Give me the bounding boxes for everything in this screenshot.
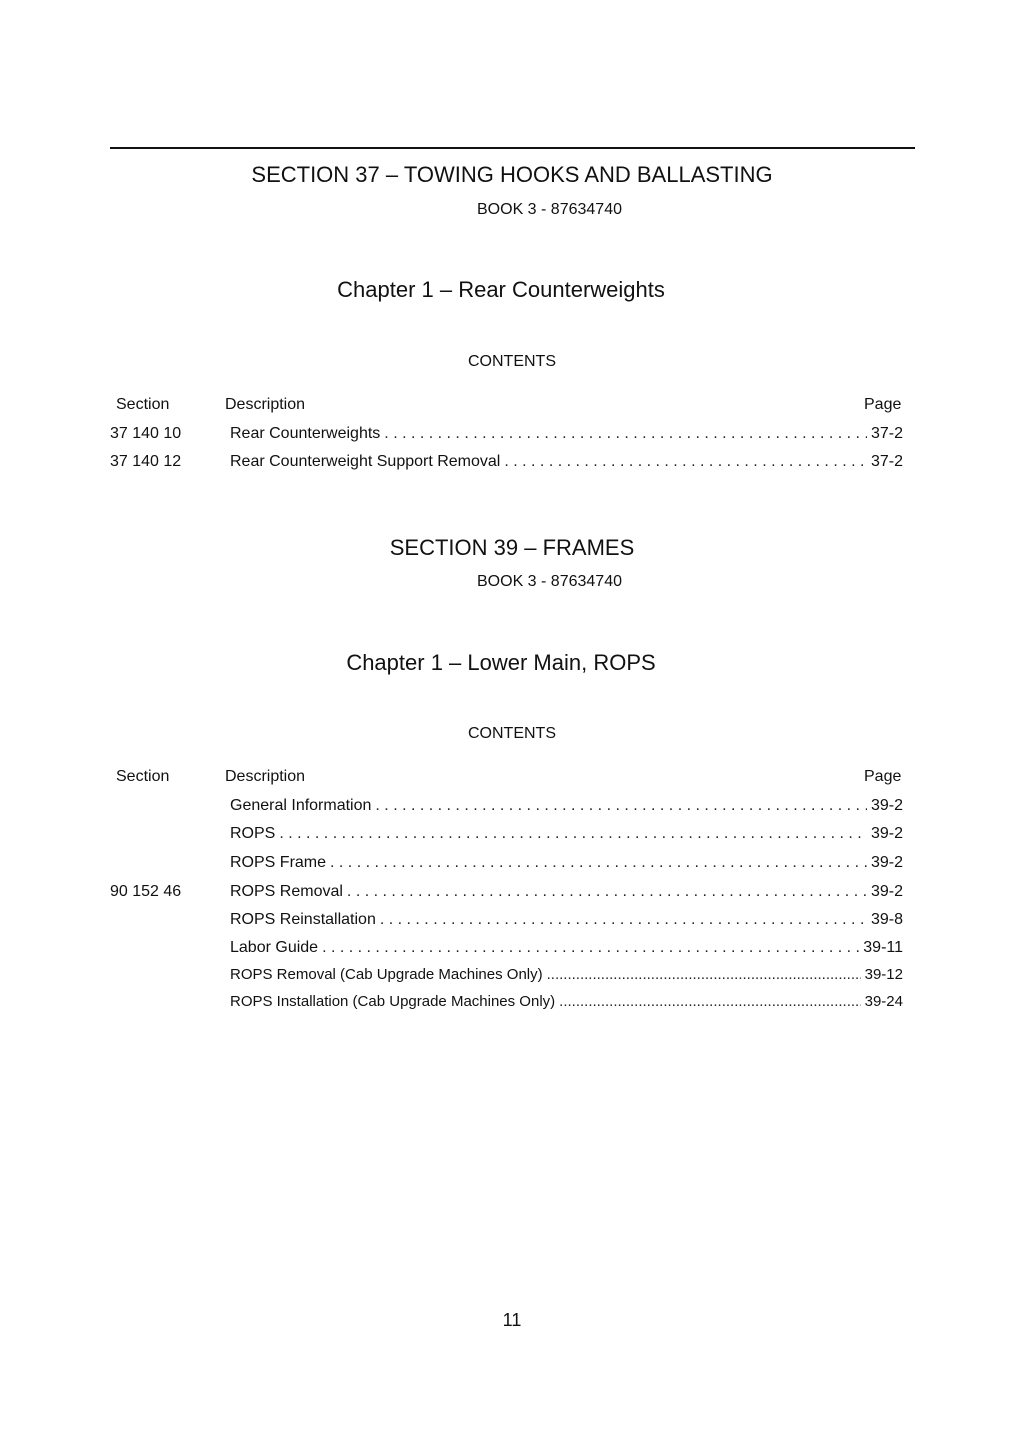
toc-row-description: ROPS Frame <box>230 854 327 871</box>
dot-leader <box>547 966 861 983</box>
toc-row <box>0 993 1024 1015</box>
toc-row-page: 37-2 <box>870 425 903 442</box>
toc-row-code: 37 140 12 <box>110 453 182 470</box>
section-37-header-section: Section <box>116 396 170 413</box>
section-37-header-description: Description <box>225 396 306 413</box>
dot-leader <box>330 854 867 872</box>
toc-row-description: ROPS <box>230 825 276 842</box>
toc-row-code: 37 140 10 <box>110 425 182 442</box>
toc-row-description: ROPS Reinstallation <box>230 911 376 928</box>
section-39-title: SECTION 39 – FRAMES <box>389 535 635 560</box>
toc-row-page: 39-2 <box>870 854 903 871</box>
toc-row <box>0 966 1024 988</box>
section-39-contents-label: CONTENTS <box>468 725 556 742</box>
toc-entry <box>230 825 903 843</box>
section-37-book-ref: BOOK 3 - 87634740 <box>477 201 622 218</box>
dot-leader <box>504 453 867 471</box>
dot-leader <box>347 883 867 901</box>
toc-entry <box>230 993 903 1010</box>
dot-leader <box>322 939 859 957</box>
toc-row-page: 39-2 <box>870 883 903 900</box>
toc-entry <box>230 797 903 815</box>
section-39-book-ref: BOOK 3 - 87634740 <box>477 573 622 590</box>
section-39-chapter-title: Chapter 1 – Lower Main, ROPS <box>346 650 656 675</box>
toc-entry <box>230 966 903 983</box>
toc-row <box>0 825 1024 847</box>
section-37-contents-label: CONTENTS <box>468 353 556 370</box>
toc-entry <box>230 883 903 901</box>
section-37-chapter-title: Chapter 1 – Rear Counterweights <box>337 277 665 302</box>
toc-row-page: 39-12 <box>864 966 903 983</box>
toc-row-description: ROPS Installation (Cab Upgrade Machines Only) <box>230 993 556 1010</box>
top-rule <box>110 147 915 149</box>
toc-row <box>0 883 1024 905</box>
toc-entry <box>230 453 903 471</box>
dot-leader <box>384 425 867 443</box>
toc-row-page: 39-24 <box>864 993 903 1010</box>
toc-row-description: Rear Counterweights <box>230 425 381 442</box>
section-37-header-page: Page <box>864 396 902 413</box>
page-number: 11 <box>502 1310 522 1330</box>
toc-row-page: 39-11 <box>863 939 903 956</box>
toc-row <box>0 911 1024 933</box>
toc-row <box>0 939 1024 961</box>
toc-row-description: Labor Guide <box>230 939 319 956</box>
toc-entry <box>230 854 903 872</box>
toc-row-description: ROPS Removal <box>230 883 343 900</box>
section-37-title: SECTION 37 – TOWING HOOKS AND BALLASTING <box>251 162 773 187</box>
toc-row <box>0 854 1024 876</box>
toc-row <box>0 453 1024 475</box>
toc-entry <box>230 939 903 957</box>
toc-row-description: ROPS Removal (Cab Upgrade Machines Only) <box>230 966 543 983</box>
dot-leader <box>375 797 867 815</box>
dot-leader <box>279 825 867 843</box>
section-39-header-page: Page <box>864 768 902 785</box>
toc-row-page: 39-2 <box>870 825 903 842</box>
toc-entry <box>230 911 903 929</box>
section-39-header-description: Description <box>225 768 306 785</box>
toc-entry <box>230 425 903 443</box>
toc-row <box>0 797 1024 819</box>
dot-leader <box>559 993 860 1010</box>
section-39-header-section: Section <box>116 768 170 785</box>
toc-row <box>0 425 1024 447</box>
toc-row-page: 39-8 <box>870 911 903 928</box>
toc-row-description: General Information <box>230 797 372 814</box>
toc-row-page: 39-2 <box>870 797 903 814</box>
toc-row-code: 90 152 46 <box>110 883 182 900</box>
dot-leader <box>380 911 867 929</box>
toc-row-description: Rear Counterweight Support Removal <box>230 453 501 470</box>
toc-row-page: 37-2 <box>870 453 903 470</box>
